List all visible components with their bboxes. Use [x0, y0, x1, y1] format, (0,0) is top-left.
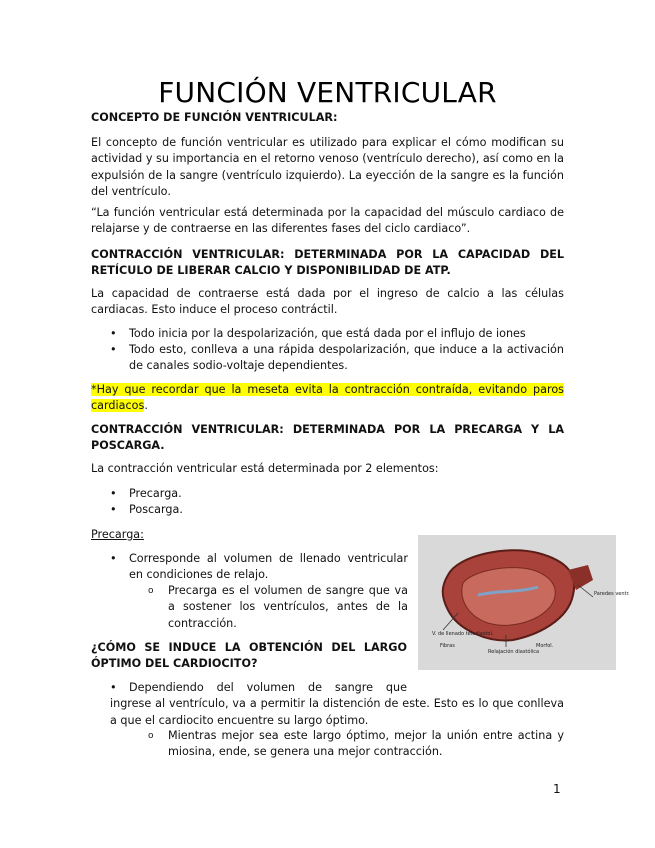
page-title: FUNCIÓN VENTRICULAR	[158, 76, 497, 109]
paragraph-elementos: La contracción ventricular está determinada por 2 elementos:	[91, 462, 439, 475]
figure-label: Paredes ventr.	[594, 591, 630, 597]
list-item: • Todo esto, conlleva a una rápida despolarización, que induce a la activación de canales sodio-voltaje dependientes.	[110, 343, 564, 373]
figure-label: Morfol.	[536, 643, 554, 649]
section-heading-concepto: CONCEPTO DE FUNCIÓN VENTRICULAR:	[91, 111, 338, 124]
circle-bullet-icon: o	[148, 731, 154, 741]
figure-label: Relajación diastólica	[488, 649, 540, 655]
list-item	[110, 680, 564, 729]
bullet-icon: •	[110, 487, 117, 500]
paragraph-quote: “La función ventricular está determinada por la capacidad del músculo cardiaco de relajarse y de contraerse en las diferentes fases del ciclo cardiaco”.	[91, 206, 564, 236]
heart-illustration	[418, 535, 630, 670]
list-item: • Todo inicia por la despolarización, que está dada por el influjo de iones	[110, 326, 564, 342]
section-heading-precarga: CONTRACCIÓN VENTRICULAR: DETERMINADA POR LA PRECARGA Y LA POSCARGA.	[91, 423, 564, 452]
list-item: • Poscarga.	[110, 502, 564, 518]
section-heading-largo-optimo: ¿CÓMO SE INDUCE LA OBTENCIÓN DEL LARGO ÓPTIMO DEL CARDIOCITO?	[91, 641, 407, 670]
list-item: • Corresponde al volumen de llenado ventricular en condiciones de relajo.	[110, 552, 408, 582]
highlighted-note: *Hay que recordar que la meseta evita la contracción contraída, evitando paros cardiacos.	[91, 383, 564, 413]
page-number: 1	[553, 782, 561, 796]
heart-ventricle-figure	[418, 535, 630, 670]
sub-list-item: o Precarga es el volumen de sangre que va a sostener los ventrículos, antes de la contracción.	[148, 584, 408, 630]
section-heading-calcio: CONTRACCIÓN VENTRICULAR: DETERMINADA POR LA CAPACIDAD DEL RETÍCULO DE LIBERAR CALCIO Y DISPONIBILIDAD DE ATP.	[91, 248, 564, 277]
bullet-icon: •	[110, 327, 117, 340]
bullet-icon: •	[110, 552, 117, 565]
circle-bullet-icon: o	[148, 586, 154, 596]
figure-label: Fibras	[440, 643, 455, 649]
bullet-icon: •	[110, 503, 117, 516]
list-item-text: Dependiendo del volumen de sangre que ingrese al ventrículo, va a permitir la distención de este. Esto es lo que conlleva a que el cardiocito encuentre su largo óptimo.	[110, 681, 564, 727]
paragraph-capacidad: La capacidad de contraerse está dada por el ingreso de calcio a las células cardiacas. Esto induce el proceso contráctil.	[91, 287, 564, 317]
precarga-label: Precarga:	[91, 528, 144, 541]
bullet-icon: •	[110, 343, 117, 356]
sub-list-item: o Mientras mejor sea este largo óptimo, mejor la unión entre actina y miosina, ende, se genera una mejor contracción.	[148, 729, 564, 759]
figure-label: V. de llenado telediastol.	[432, 631, 494, 637]
bullet-icon: •	[110, 681, 117, 694]
paragraph-concepto: El concepto de función ventricular es utilizado para explicar el cómo modifican su actividad y su importancia en el retorno venoso (ventrículo derecho), así como en la expulsión de la sangre (ventrículo izquierdo). La eyección de la sangre es la función del ventrículo.	[91, 136, 564, 198]
list-item: • Precarga.	[110, 486, 564, 502]
